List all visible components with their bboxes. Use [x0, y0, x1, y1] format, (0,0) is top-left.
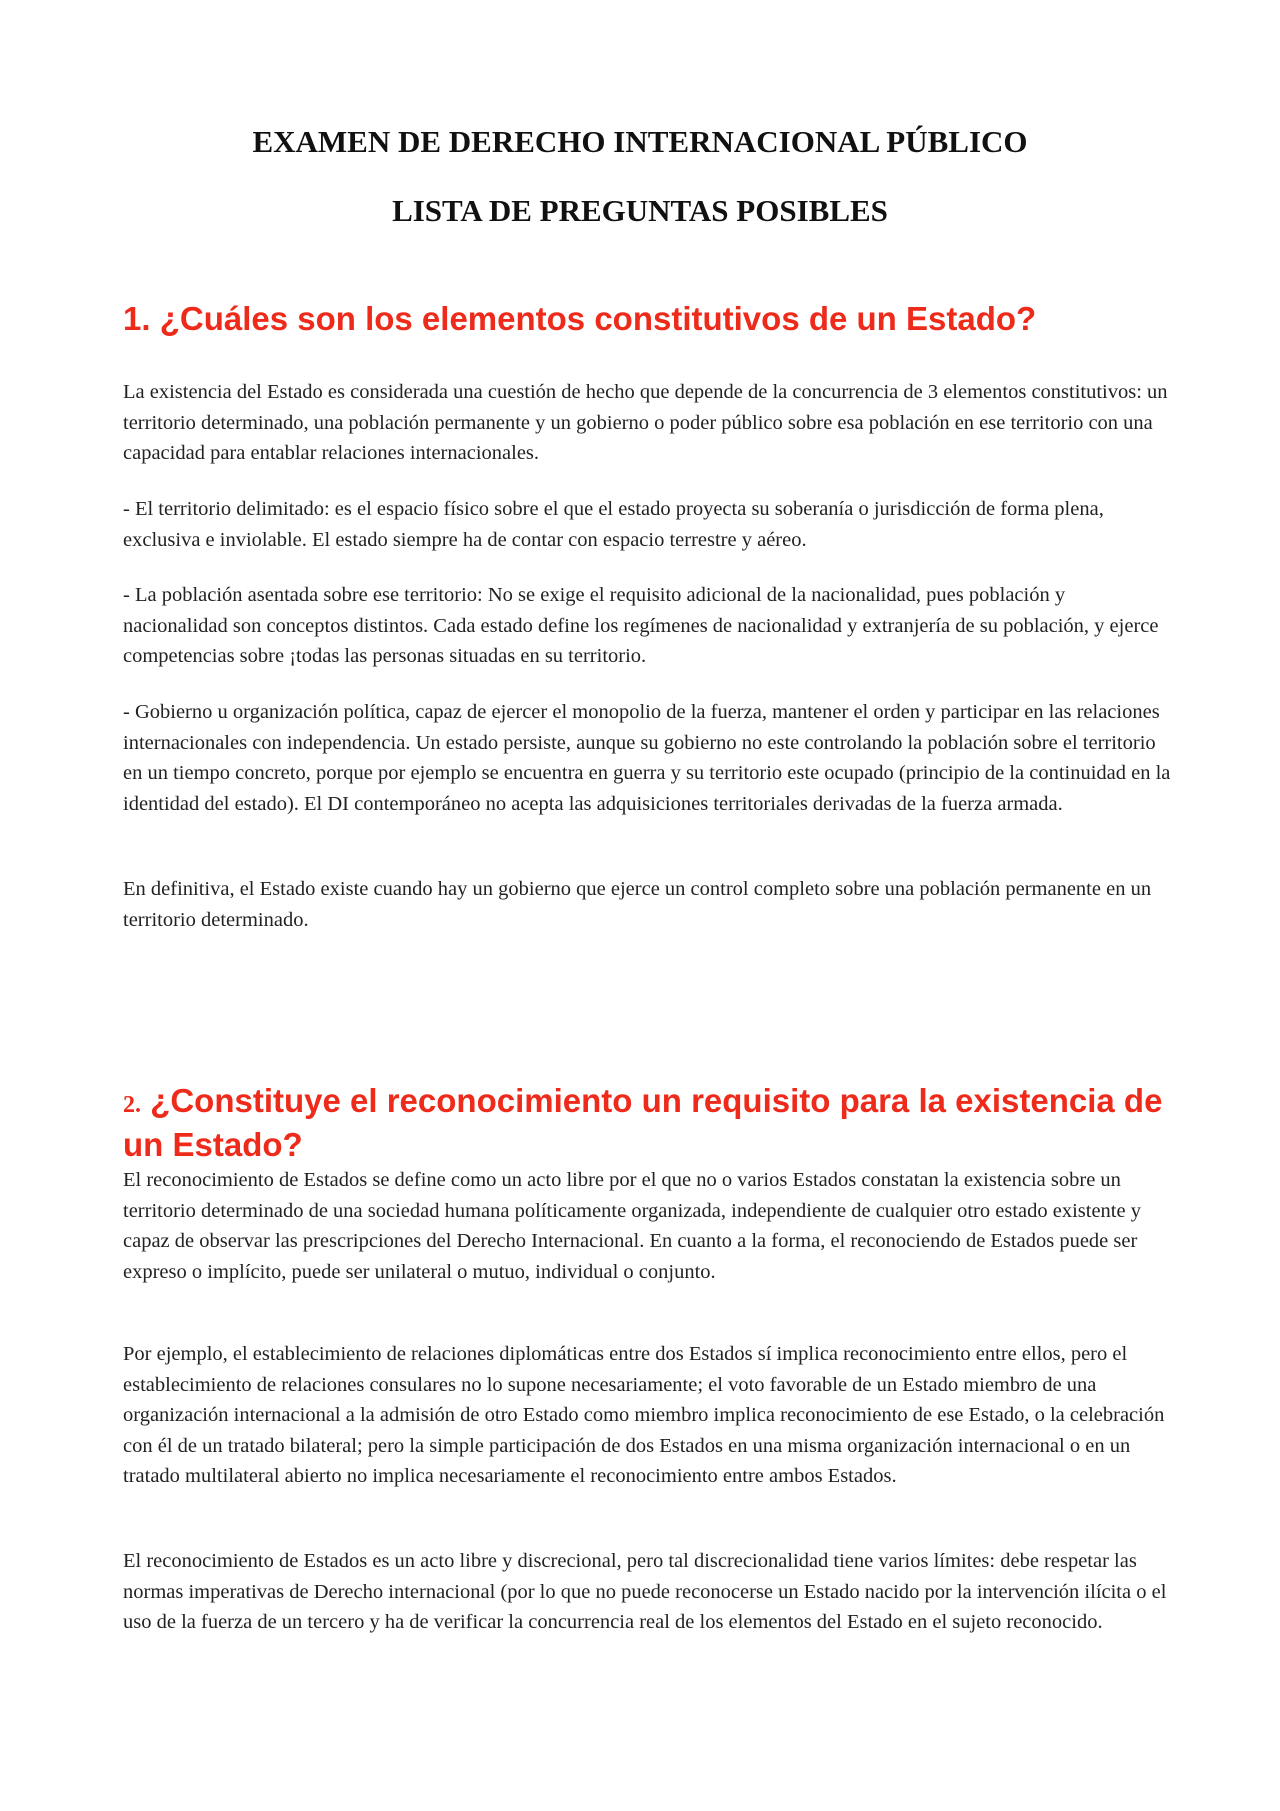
question-2-paragraph: El reconocimiento de Estados es un acto libre y discrecional, pero tal discrecionalidad tiene varios límites: debe respetar las normas imperativas de Derecho internacional (por lo que no puede reconocerse un Estado nacido por la intervención ilícita o el uso de la fuerza de un tercero y ha de verificar la concurrencia real de los elementos del Estado en el sujeto reconocido. [123, 1550, 1167, 1633]
document-subtitle: LISTA DE PREGUNTAS POSIBLES [392, 193, 888, 228]
document-title: EXAMEN DE DERECHO INTERNACIONAL PÚBLICO [252, 124, 1028, 159]
question-number: 2. [123, 1092, 141, 1118]
question-1-paragraph: La existencia del Estado es considerada una cuestión de hecho que depende de la concurrencia de 3 elementos constitutivos: un territorio determinado, una población permanente y un gobierno o poder público sobre esa población en ese territorio con una capacidad para entablar relaciones internacionales. [123, 381, 1168, 464]
question-1-paragraph: - Gobierno u organización política, capaz de ejercer el monopolio de la fuerza, mantener el orden y participar en las relaciones internacionales con independencia. Un estado persiste, aunque su gobierno no este controlando la población sobre el territorio en un tiempo concreto, porque por ejemplo se encuentra en guerra y su territorio este ocupado (principio de la continuidad en la identidad del estado). El DI contemporáneo no acepta las adquisiciones territoriales derivadas de la fuerza armada. [123, 701, 1171, 815]
question-1-paragraph: En definitiva, el Estado existe cuando hay un gobierno que ejerce un control completo sobre una población permanente en un territorio determinado. [123, 878, 1152, 931]
question-text: ¿Cuáles son los elementos constitutivos de un Estado? [159, 300, 1037, 337]
question-2-paragraph: El reconocimiento de Estados se define como un acto libre por el que no o varios Estados constatan la existencia sobre un territorio determinado de una sociedad humana políticamente organizada, independiente de cualquier otro estado existente y capaz de observar las prescripciones del Derecho Internacional. En cuanto a la forma, el reconociendo de Estados puede ser expreso o implícito, puede ser unilateral o mutuo, individual o conjunto. [123, 1169, 1141, 1283]
question-2-paragraph: Por ejemplo, el establecimiento de relaciones diplomáticas entre dos Estados sí implica reconocimiento entre ellos, pero el establecimiento de relaciones consulares no lo supone necesariamente; el voto favorable de un Estado miembro de una organización internacional a la admisión de otro Estado como miembro implica reconocimiento de ese Estado, o la celebración con él de un tratado bilateral; pero la simple participación de dos Estados en una misma organización internacional o en un tratado multilateral abierto no implica necesariamente el reconocimiento entre ambos Estados. [123, 1343, 1165, 1487]
question-number: 1. [123, 300, 151, 337]
question-text: ¿Constituye el reconocimiento un requisito para la existencia de un Estado? [123, 1082, 1163, 1163]
question-1-paragraph: - La población asentada sobre ese territorio: No se exige el requisito adicional de la nacionalidad, pues población y nacionalidad son conceptos distintos. Cada estado define los regímenes de nacionalidad y extranjería de su población, y ejerce competencias sobre ¡todas las personas situadas en su territorio. [123, 584, 1159, 667]
question-2-heading [123, 1081, 1173, 1165]
question-1-heading [123, 299, 1173, 339]
question-1-paragraph: - El territorio delimitado: es el espacio físico sobre el que el estado proyecta su soberanía o jurisdicción de forma plena, exclusiva e inviolable. El estado siempre ha de contar con espacio terrestre y aéreo. [123, 498, 1104, 551]
